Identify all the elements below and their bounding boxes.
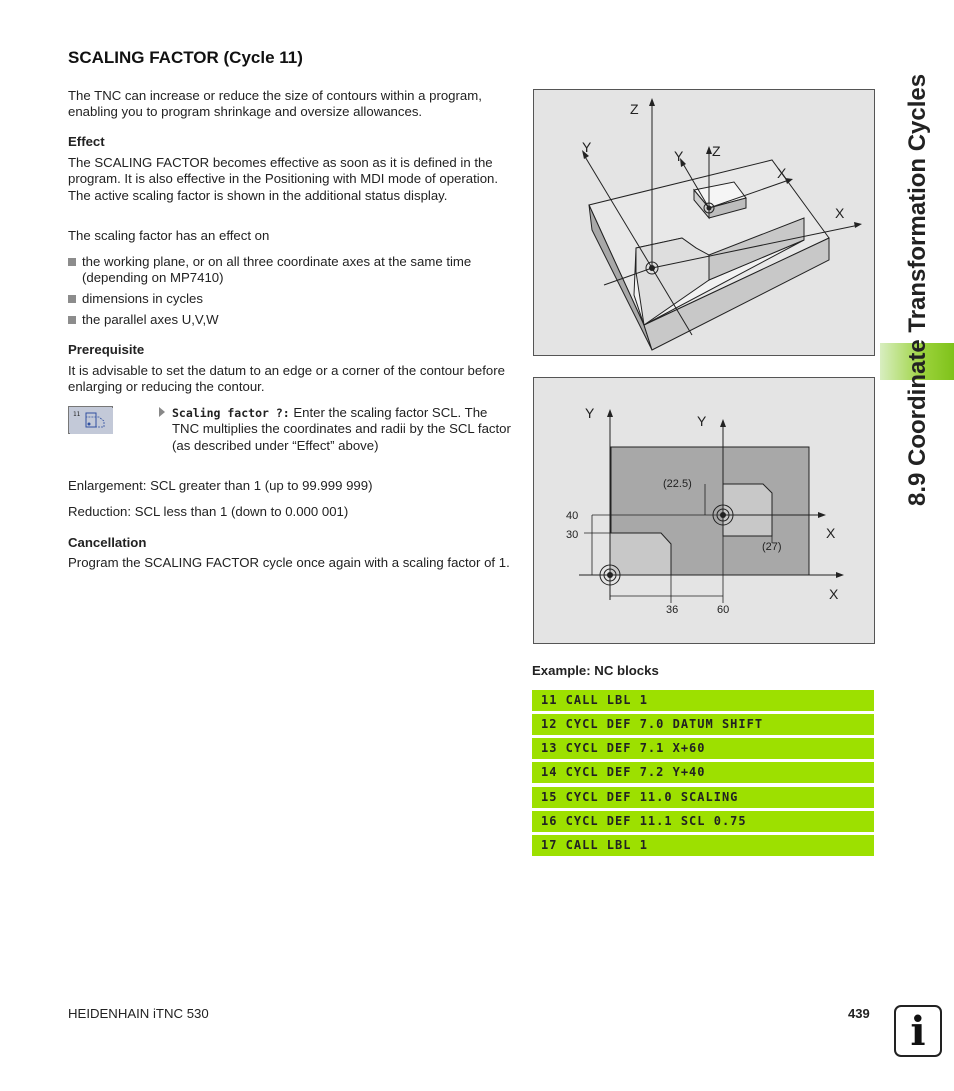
svg-text:X: X <box>777 165 787 181</box>
arrow-right-icon <box>159 407 165 417</box>
dialog-description <box>159 405 511 454</box>
svg-text:Y: Y <box>585 405 595 421</box>
bullet-square-icon <box>68 258 76 266</box>
svg-text:Z: Z <box>630 101 639 117</box>
nc-block: 12 CYCL DEF 7.0 DATUM SHIFT <box>532 714 874 735</box>
reduction-text: Reduction: SCL less than 1 (down to 0.000 001) <box>68 504 349 519</box>
example-heading: Example: NC blocks <box>532 663 659 678</box>
scaling-softkey-icon <box>69 407 114 435</box>
cancellation-heading: Cancellation <box>68 535 147 550</box>
svg-text:X: X <box>829 586 839 602</box>
page-title: SCALING FACTOR (Cycle 11) <box>68 48 303 67</box>
page-number: 439 <box>848 1006 870 1021</box>
cancellation-paragraph: Program the SCALING FACTOR cycle once again with a scaling factor of 1. <box>68 555 510 570</box>
bullet-square-icon <box>68 295 76 303</box>
svg-text:Y: Y <box>697 413 707 429</box>
svg-text:30: 30 <box>566 529 579 541</box>
dialog-text: Enter the scaling factor SCL. The TNC multiplies the coordinates and radii by the SCL factor (as described under “Effect” above) <box>172 405 511 453</box>
nc-block: 13 CYCL DEF 7.1 X+60 <box>532 738 874 759</box>
nc-block: 17 CALL LBL 1 <box>532 835 874 856</box>
scaling-cycle-softkey[interactable] <box>68 406 113 434</box>
nc-block: 16 CYCL DEF 11.1 SCL 0.75 <box>532 811 874 832</box>
nc-block: 15 CYCL DEF 11.0 SCALING <box>532 787 874 808</box>
svg-text:(27): (27) <box>762 541 782 553</box>
effect-on-text: The scaling factor has an effect on <box>68 228 270 243</box>
scaling-3d-figure <box>533 89 875 356</box>
effect-paragraph: The SCALING FACTOR becomes effective as soon as it is defined in the program. It is also effective in the Positioning with MDI mode of operation. The active scaling factor is shown in the additional status display. <box>68 155 499 203</box>
bullet-square-icon <box>68 316 76 324</box>
prerequisite-paragraph: It is advisable to set the datum to an edge or a corner of the contour before enlarging or reducing the contour. <box>68 363 505 395</box>
svg-text:X: X <box>826 525 836 541</box>
nc-block: 14 CYCL DEF 7.2 Y+40 <box>532 762 874 783</box>
nc-block: 11 CALL LBL 1 <box>532 690 874 711</box>
svg-text:11: 11 <box>73 411 81 418</box>
svg-text:Y: Y <box>582 139 592 155</box>
prerequisite-heading: Prerequisite <box>68 342 145 357</box>
svg-text:36: 36 <box>666 604 679 616</box>
dialog-prompt: Scaling factor ?: <box>172 406 290 420</box>
section-title-vertical: 8.9 Coordinate Transformation Cycles <box>904 73 931 506</box>
svg-text:Y: Y <box>674 148 684 164</box>
intro-paragraph: The TNC can increase or reduce the size of contours within a program, enabling you to program shrinkage and oversize allowances. <box>68 88 482 120</box>
footer-product: HEIDENHAIN iTNC 530 <box>68 1006 209 1021</box>
enlargement-text: Enlargement: SCL greater than 1 (up to 99.999 999) <box>68 478 373 493</box>
info-icon: i <box>894 1005 942 1057</box>
svg-text:40: 40 <box>566 510 579 522</box>
svg-text:X: X <box>835 205 845 221</box>
svg-text:Z: Z <box>712 143 721 159</box>
svg-text:60: 60 <box>717 604 730 616</box>
svg-text:(22.5): (22.5) <box>663 478 692 490</box>
scaling-2d-figure <box>533 377 875 644</box>
effect-heading: Effect <box>68 134 105 149</box>
